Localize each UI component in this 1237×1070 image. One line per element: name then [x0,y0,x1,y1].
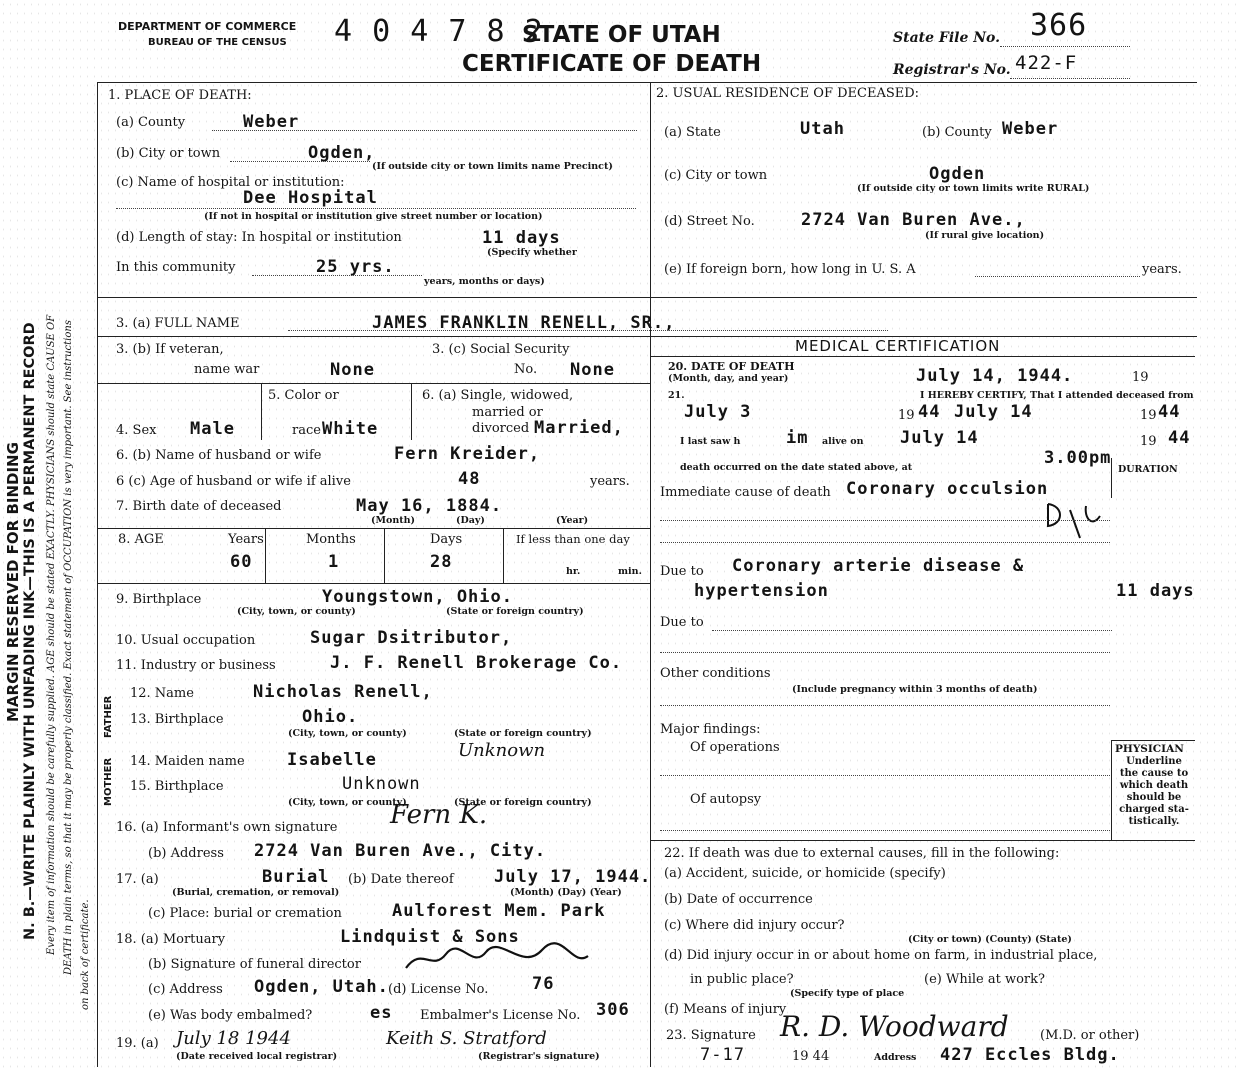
death-time-label: death occurred on the date stated above, at [680,462,913,473]
spouse-label: 6. (b) Name of husband or wife [116,448,322,463]
duration-label: DURATION [1118,464,1178,475]
col-physician [1111,740,1112,840]
father-note-1: (City, town, or county) [288,728,407,739]
residence-heading: 2. USUAL RESIDENCE OF DECEASED: [656,86,920,101]
race-value: White [322,419,379,439]
registrar-signature: Keith S. Stratford [386,1028,547,1049]
alive-on-label: alive on [822,436,864,447]
place-community-label: In this community [116,260,236,275]
certify-to: July 14 [954,402,1033,422]
col-age-days [503,528,504,583]
birth-label: 7. Birth date of deceased [116,499,282,514]
cause-rule-1 [660,520,1110,521]
residence-county-value: Weber [1002,119,1059,139]
col-age-months [384,528,385,583]
place-hospital-value: Dee Hospital [243,188,378,208]
director-label: (b) Signature of funeral director [148,957,361,972]
burial-date-note: (Month) (Day) (Year) [510,887,622,898]
residence-foreign-rule [975,276,1140,277]
embalmer-label: Embalmer's License No. [420,1008,581,1023]
residence-city-note: (If outside city or town limits write RURAL) [857,183,1090,194]
registrar-sig-note: (Registrar's signature) [478,1051,600,1062]
embalmed-label: (e) Was body embalmed? [148,1008,313,1023]
place-city-label: (b) City or town [116,146,221,161]
marital-label-3: divorced [472,421,530,436]
father-note-2: (State or foreign country) [454,728,592,739]
place-city-rule [230,161,370,162]
death-date-note: (Month, day, and year) [668,373,789,384]
certify-to-year: 44 [1158,402,1181,422]
veteran-label-2: name war [194,362,260,377]
death-date-value: July 14, 1944. [916,366,1074,386]
mother-unknown-handwritten: Unknown [458,740,546,761]
physician-note-line: should be [1126,792,1182,803]
sex-label: 4. Sex [116,423,157,438]
age-years-label: Years [228,532,264,547]
rule-after-place [97,297,1197,298]
registrar-rule [1010,78,1130,79]
father-tag: FATHER [103,695,114,738]
mortuary-address-label: (c) Address [148,982,223,997]
informant-address-value: 2724 Van Buren Ave., City. [254,841,547,861]
informant-signature: Fern K. [390,800,488,830]
ss-label-2: No. [514,362,538,377]
age-days-label: Days [430,532,463,547]
age-days-value: 28 [430,552,453,572]
mother-name-label: 14. Maiden name [130,754,245,769]
birth-year-note: (Year) [556,515,589,526]
age-hr: hr. [566,566,581,577]
filed-date-handwritten: July 18 1944 [176,1028,291,1049]
place-county-rule [212,130,637,131]
place-hospital-rule [116,208,636,209]
license-label: (d) License No. [388,982,489,997]
bureau-label: BUREAU OF THE CENSUS [148,37,287,48]
residence-street-note: (If rural give location) [925,230,1045,241]
spouse-value: Fern Kreider, [394,444,541,464]
physician-note-line: charged sta- [1119,804,1189,815]
rule-physician [1111,740,1195,741]
place-community-value: 25 yrs. [316,257,395,277]
physician-heading: PHYSICIAN [1115,743,1184,755]
color-label: 5. Color or [268,388,339,403]
residence-foreign-unit: years. [1142,262,1182,277]
due-value-1: Coronary arterie disease & [732,556,1025,576]
due-label: Due to [660,564,704,579]
father-name-value: Nicholas Renell, [253,682,433,702]
occupation-value: Sugar Dsitributor, [310,628,513,648]
rule-after-name [97,336,1197,337]
alive-year: 44 [1168,428,1191,448]
age-months-label: Months [306,532,356,547]
place-county-value: Weber [243,112,300,132]
marital-label-2: married or [472,405,543,420]
rule-after-age [97,583,650,584]
external-a: (a) Accident, suicide, or homicide (specify) [664,866,946,881]
physician-initials-mark [1040,498,1110,548]
burial-date-label: (b) Date thereof [348,872,454,887]
last-saw-label: I last saw h [680,436,741,447]
signature-address-label: Address [874,1052,917,1063]
certify-to-19: 19 [1140,408,1157,423]
external-d2: in public place? [690,972,794,987]
mother-note-1: (City, town, or county) [288,797,407,808]
certificate-title: CERTIFICATE OF DEATH [462,51,762,77]
operations-rule [660,775,1110,776]
birth-value: May 16, 1884. [356,496,503,516]
informant-label: 16. (a) Informant's own signature [116,820,338,835]
external-b: (b) Date of occurrence [664,892,813,907]
death-date-label: 20. DATE OF DEATH [668,360,795,373]
industry-label: 11. Industry or business [116,658,276,673]
mother-tag: MOTHER [103,757,114,806]
margin-binding-text: MARGIN RESERVED FOR BINDING [4,442,22,722]
external-e: (e) While at work? [924,972,1045,987]
place-stay-note: (Specify whether [487,247,577,258]
veteran-value: None [330,360,375,380]
residence-street-value: 2724 Van Buren Ave., [801,210,1026,230]
father-birthplace-label: 13. Birthplace [130,712,224,727]
certify-text: I HEREBY CERTIFY, That I attended deceased from [920,390,1194,401]
registrar-label: Registrar's No. [893,62,1011,78]
age-min: min. [618,566,642,577]
due-duration: 11 days [1116,581,1195,601]
embalmer-value: 306 [596,1000,630,1020]
death-time-value: 3.00pm [1044,448,1112,468]
birth-day-note: (Day) [456,515,485,526]
due-rule-3 [660,652,1110,653]
residence-street-label: (d) Street No. [664,214,755,229]
margin-instructions-2: DEATH in plain terms, so that it may be properly classified. Exact statement of OCCUPATION is very important. See instructions [63,320,74,975]
registrar-number: 422-F [1015,52,1078,74]
occupation-label: 10. Usual occupation [116,633,256,648]
dept-label: DEPARTMENT OF COMMERCE [118,20,297,33]
mother-note-2: (State or foreign country) [454,797,592,808]
mortuary-label: 18. (a) Mortuary [116,932,226,947]
frame-left [97,82,98,1067]
birthplace-note-2: (State or foreign country) [446,606,584,617]
due-rule-2 [712,630,1112,631]
operations-label: Of operations [690,740,780,755]
physician-note [1114,756,1194,828]
external-d: (d) Did injury occur in or about home on farm, in industrial place, [664,948,1098,963]
other-conditions-label: Other conditions [660,666,771,681]
external-c: (c) Where did injury occur? [664,918,845,933]
frame-middle [650,82,651,1067]
certify-label: 21. [668,390,685,401]
mother-name-value: Isabelle [287,750,377,770]
burial-value: Burial [262,867,330,887]
other-rule [660,705,1110,706]
md-label: (M.D. or other) [1040,1028,1140,1043]
burial-note: (Burial, cremation, or removal) [172,887,340,898]
place-hospital-label: (c) Name of hospital or institution: [116,175,345,190]
burial-date-value: July 17, 1944. [494,867,652,887]
place-stay-label: (d) Length of stay: In hospital or institution [116,230,402,245]
burial-place-value: Aulforest Mem. Park [392,901,606,921]
burial-label: 17. (a) [116,872,159,887]
external-label: 22. If death was due to external causes, fill in the following: [664,846,1060,861]
rule-medical-head [650,356,1195,357]
full-name-label: 3. (a) FULL NAME [116,316,240,331]
spouse-age-label: 6 (c) Age of husband or wife if alive [116,474,351,489]
immediate-value: Coronary occulsion [846,479,1049,499]
rule-after-birth [97,528,650,529]
birth-month-note: (Month) [371,515,416,526]
birthplace-value: Youngstown, Ohio. [322,587,513,607]
signature-year: 19 44 [792,1049,830,1064]
filed-note: (Date received local registrar) [176,1051,338,1062]
marital-value: Married, [534,418,624,438]
physician-note-line: tistically. [1128,816,1180,827]
age-years-value: 60 [230,552,253,572]
rule-after-veteran [97,383,650,384]
industry-value: J. F. Renell Brokerage Co. [330,653,623,673]
alive-date: July 14 [900,428,979,448]
certify-from-year: 44 [918,402,941,422]
residence-state-label: (a) State [664,125,721,140]
mother-birthplace-value: Unknown [342,774,421,794]
place-community-rule [252,275,422,276]
margin-write-plainly: N. B.—WRITE PLAINLY WITH UNFADING INK—THIS IS A PERMANENT RECORD [22,322,38,940]
autopsy-rule [660,830,1110,831]
spouse-age-value: 48 [458,469,481,489]
due-value-2: hypertension [694,581,829,601]
place-city-value: Ogden, [308,143,376,163]
place-stay-value: 11 days [482,228,561,248]
director-signature [402,942,592,978]
father-birthplace-value: Ohio. [302,707,359,727]
col-color [261,383,262,440]
filed-label: 19. (a) [116,1036,159,1051]
place-county-label: (a) County [116,115,186,130]
age-months-value: 1 [328,552,340,572]
frame-top [97,82,1197,83]
physician-note-line: which death [1119,780,1189,791]
place-city-note: (If outside city or town limits name Precinct) [372,161,613,172]
spouse-age-unit: years. [590,474,630,489]
age-less-label: If less than one day [516,532,630,546]
mother-birthplace-label: 15. Birthplace [130,779,224,794]
external-f: (f) Means of injury [664,1002,787,1017]
state-file-number: 366 [1030,8,1088,43]
state-title: STATE OF UTAH [522,22,721,48]
major-findings-label: Major findings: [660,722,761,737]
medical-heading: MEDICAL CERTIFICATION [795,337,1001,355]
col-marital [411,383,412,440]
margin-instructions-1: Every item of information should be carefully supplied. AGE should be stated EXACTLY. PHYSICIANS should state CAUSE OF [46,314,57,955]
physician-note-line: the cause to [1119,768,1189,779]
certify-from-19: 19 [898,408,915,423]
margin-instructions-3: on back of certificate. [80,899,91,1010]
birthplace-note-1: (City, town, or county) [237,606,356,617]
residence-foreign-label: (e) If foreign born, how long in U. S. A [664,262,916,277]
physician-signature: R. D. Woodward [780,1010,1009,1043]
license-value: 76 [532,974,555,994]
state-file-label: State File No. [893,30,1001,46]
death-date-suffix: 19 [1132,370,1149,385]
immediate-label: Immediate cause of death [660,485,831,500]
autopsy-label: Of autopsy [690,792,762,807]
full-name-rule [288,330,888,331]
age-label: 8. AGE [118,532,164,547]
cause-rule-2 [660,542,1110,543]
rule-external [650,840,1195,841]
signature-date: 7-17 [700,1045,745,1065]
place-heading: 1. PLACE OF DEATH: [108,88,252,103]
certify-from: July 3 [684,402,752,422]
last-saw-value: im [786,428,809,448]
signature-address-value: 427 Eccles Bldg. [940,1045,1120,1065]
residence-city-value: Ogden [929,164,986,184]
race-label: race [292,423,321,438]
veteran-label: 3. (b) If veteran, [116,342,224,357]
external-c-note: (City or town) (County) (State) [908,934,1072,945]
external-d-note: (Specify type of place [790,988,905,999]
embalmed-value: es [370,1003,393,1023]
residence-county-label: (b) County [922,125,992,140]
mortuary-value: Lindquist & Sons [340,927,520,947]
place-hospital-note: (If not in hospital or institution give street number or location) [204,211,543,222]
full-name-value: JAMES FRANKLIN RENELL, SR., [372,313,676,333]
birthplace-label: 9. Birthplace [116,592,202,607]
residence-state-value: Utah [800,119,845,139]
burial-place-label: (c) Place: burial or cremation [148,906,342,921]
place-community-note: years, months or days) [424,276,545,287]
physician-note-line: Underline [1126,756,1182,767]
sex-value: Male [190,419,235,439]
ss-value: None [570,360,615,380]
serial-number: 4 0 4 7 8 2 [334,14,544,49]
mortuary-address-value: Ogden, Utah. [254,977,389,997]
father-name-label: 12. Name [130,686,194,701]
file-no-rule [1000,46,1130,47]
signature-label: 23. Signature [666,1028,756,1043]
marital-label-1: 6. (a) Single, widowed, [422,388,574,403]
other-conditions-note: (Include pregnancy within 3 months of death) [792,684,1038,695]
ss-label: 3. (c) Social Security [432,342,570,357]
residence-city-label: (c) City or town [664,168,768,183]
alive-19: 19 [1140,434,1157,449]
informant-address-label: (b) Address [148,846,224,861]
due-label-2: Due to [660,615,704,630]
col-age-years [265,528,266,583]
